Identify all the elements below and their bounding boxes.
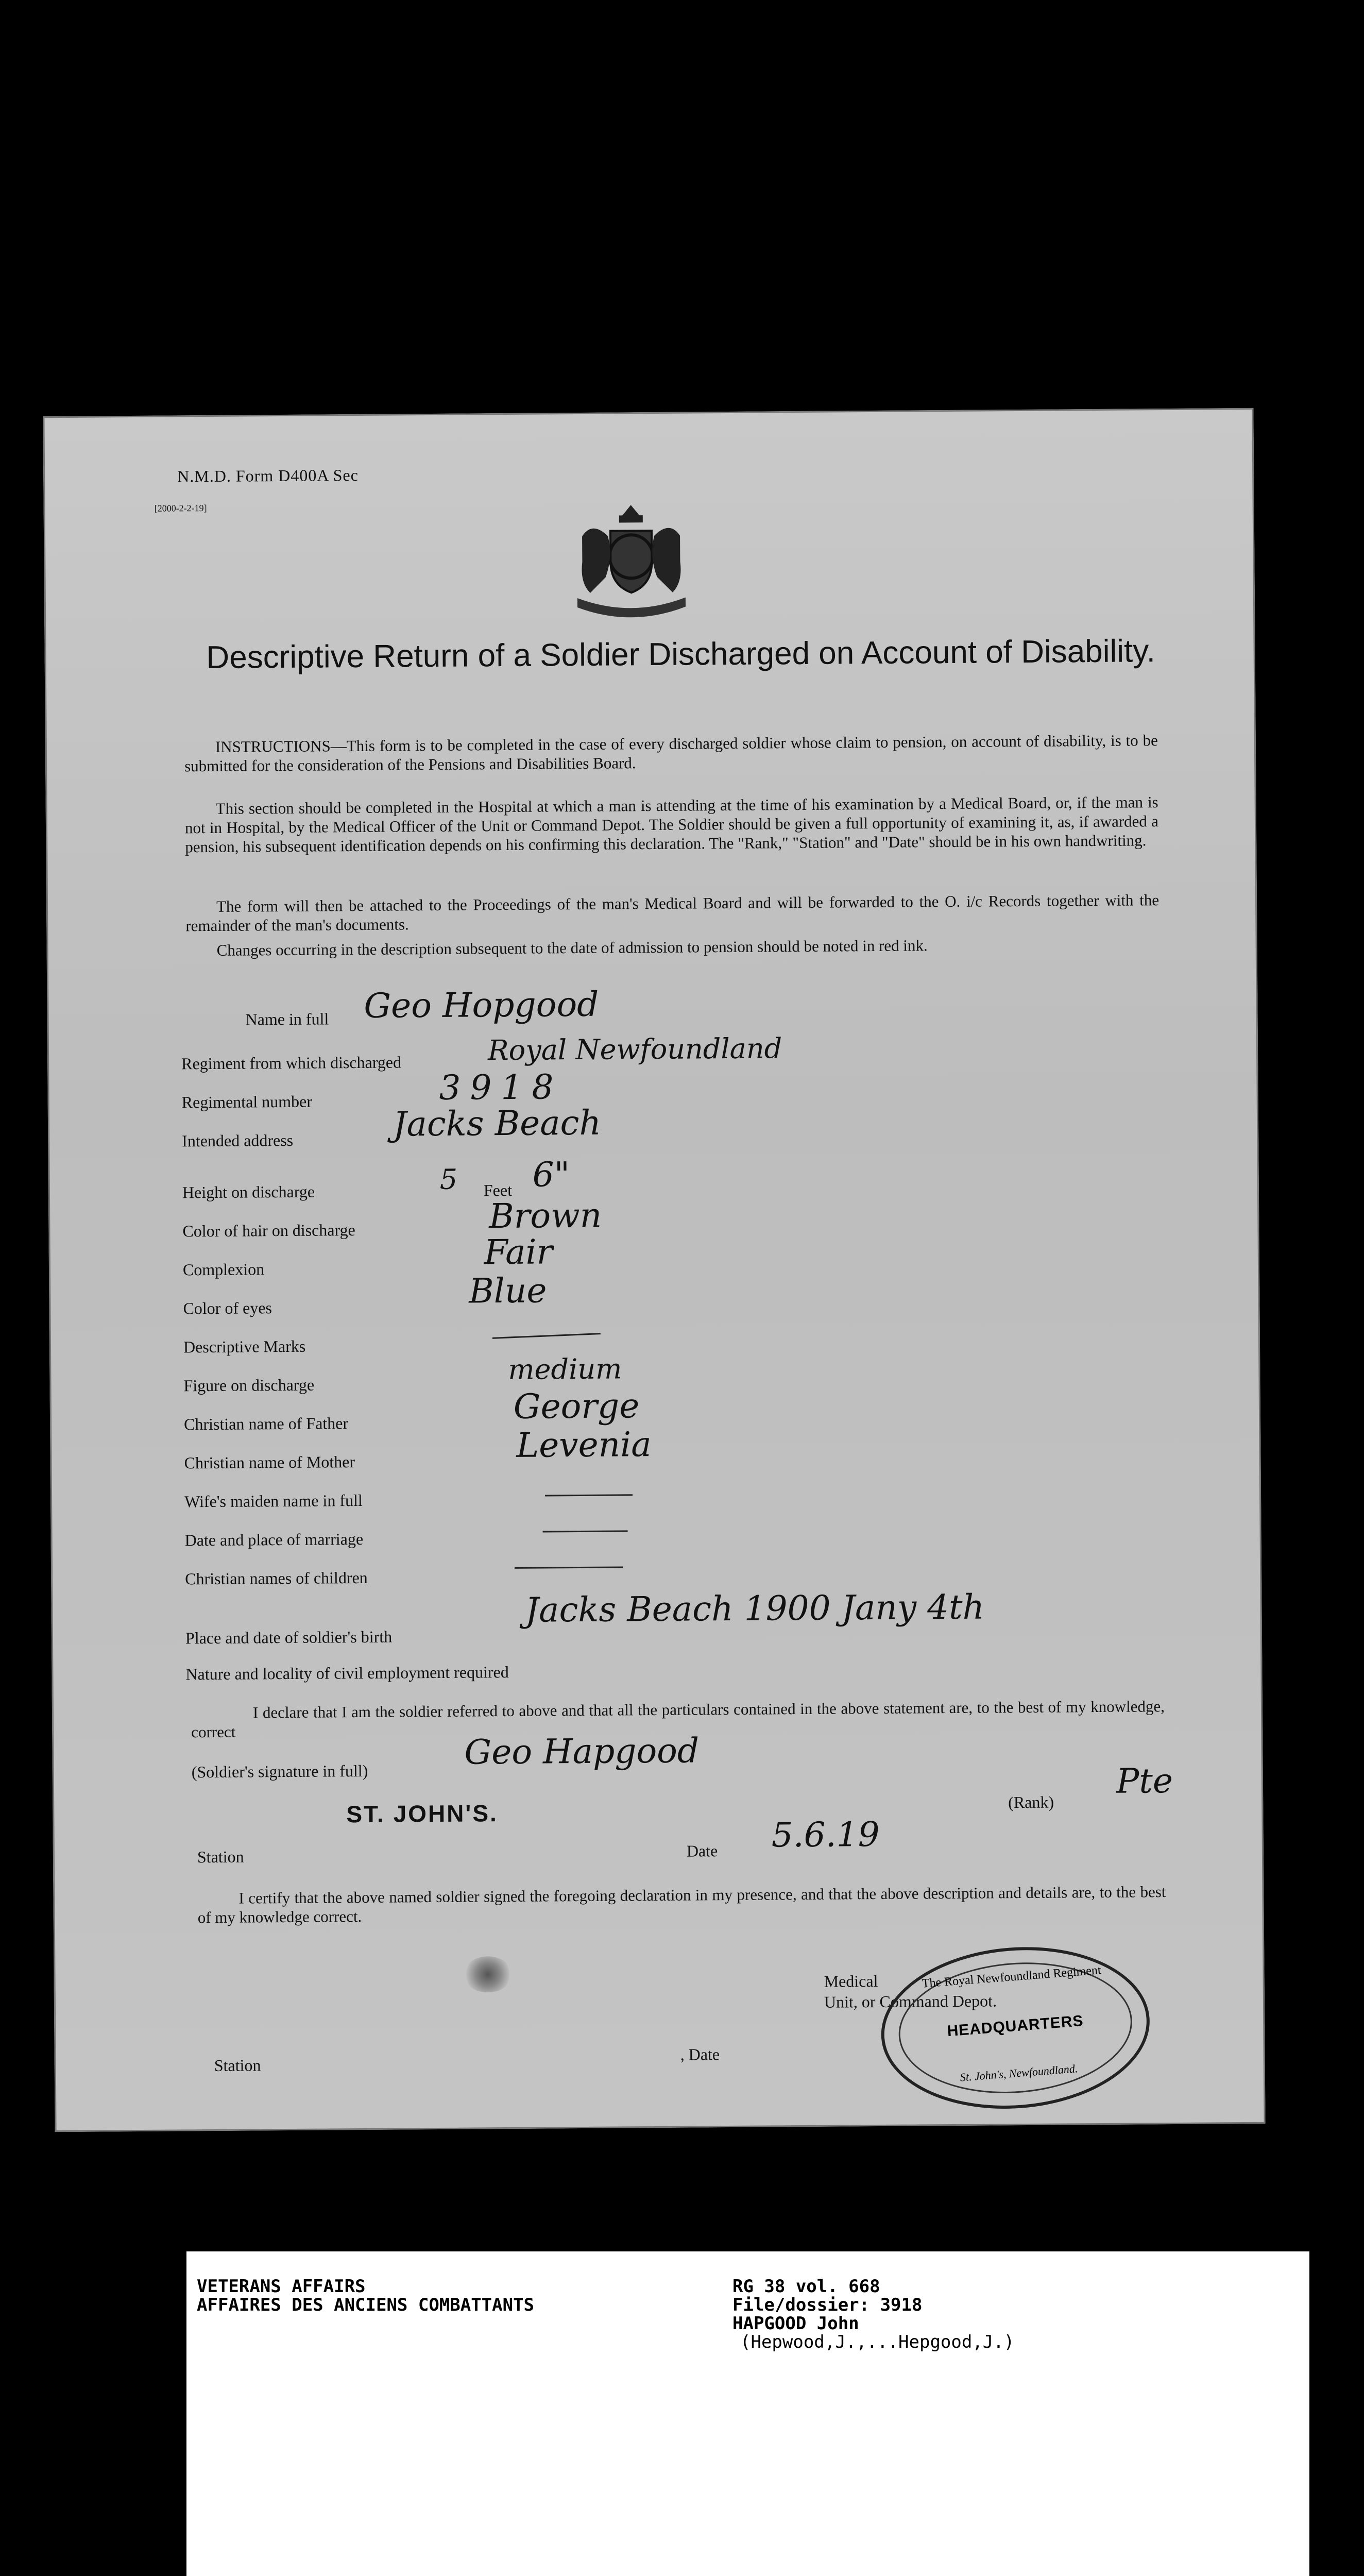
hair-label: Color of hair on discharge	[182, 1221, 355, 1241]
marks-label: Descriptive Marks	[183, 1336, 306, 1357]
mother-label: Christian name of Mother	[184, 1452, 355, 1472]
regiment-value: Royal Newfoundland	[487, 1032, 782, 1067]
children-label: Christian names of children	[185, 1568, 368, 1588]
archive-dept-en: VETERANS AFFAIRS	[197, 2276, 366, 2297]
form-number: N.M.D. Form D400A Sec	[177, 465, 359, 486]
eyes-value: Blue	[469, 1270, 547, 1311]
station-label-2: Station	[214, 2056, 261, 2075]
archive-name-variants: (Hepwood,J.,...Hepgood,J.)	[740, 2332, 1015, 2352]
instructions-paragraph-2: This section should be completed in the Hospital at which a man is attending at the time of his examination by a Medical Board, or, if the man is not in Hospital, by the Medical Officer of the Unit or Command Depot. The Soldier should be given a full opportunity of examining it, as, if awarded a pension, his subsequent identification depends on his confirming this declaration. The "Rank," "Station" and "Date" should be in his own handwriting.	[184, 793, 1159, 856]
archive-volume: RG 38 vol. 668	[732, 2276, 880, 2297]
name-value: Geo Hopgood	[364, 984, 599, 1026]
archive-soldier-name: HAPGOOD John	[732, 2313, 859, 2334]
wife-blank-dash	[545, 1494, 633, 1496]
stamp-bottom-text: St. John's, Newfoundland.	[959, 2062, 1079, 2084]
wife-label: Wife's maiden name in full	[184, 1490, 363, 1511]
complexion-label: Complexion	[182, 1260, 265, 1279]
medical-label: Medical	[824, 1972, 878, 1991]
marriage-label: Date and place of marriage	[184, 1529, 364, 1550]
height-label: Height on discharge	[182, 1182, 315, 1202]
marriage-blank-dash	[543, 1530, 628, 1532]
certification-text: I certify that the above named soldier signed the foregoing declaration in my presence, and that the above description and details are, to the best of my knowledge correct.	[197, 1883, 1166, 1927]
address-label: Intended address	[182, 1130, 294, 1150]
date-value: 5.6.19	[771, 1814, 880, 1855]
hair-value: Brown	[488, 1195, 602, 1236]
marks-blank-dash	[492, 1333, 601, 1339]
rank-label: (Rank)	[1008, 1792, 1054, 1812]
height-feet-value: 5	[439, 1163, 458, 1196]
address-value: Jacks Beach	[393, 1103, 602, 1144]
archive-reference-label	[186, 2251, 1309, 2576]
declaration-text: I declare that I am the soldier referred to above and that all the particulars contained in the above statement are, to the best of my knowledge, correct	[191, 1697, 1165, 1741]
archive-file-number: File/dossier: 3918	[732, 2295, 923, 2315]
date-label-2: , Date	[680, 2045, 720, 2064]
form-title: Descriptive Return of a Soldier Discharged on Account of Disability.	[206, 633, 1156, 676]
mother-value: Levenia	[516, 1425, 652, 1465]
employment-label: Nature and locality of civil employment required	[185, 1662, 509, 1684]
archive-dept-fr: AFFAIRES DES ANCIENS COMBATTANTS	[197, 2295, 535, 2315]
date-label: Date	[686, 1841, 718, 1860]
instructions-paragraph-3: The form will then be attached to the Proceedings of the man's Medical Board and will be forwarded to the O. i/c Records together with the remainder of the man's documents.	[185, 891, 1160, 935]
stamp-headquarters-text: HEADQUARTERS	[946, 2012, 1084, 2040]
regimental-number-value: 3918	[439, 1067, 563, 1108]
station-label: Station	[197, 1847, 244, 1867]
thumbprint-mark	[463, 1956, 512, 1993]
instructions-paragraph-1: INSTRUCTIONS—This form is to be completed in the case of every discharged soldier whose claim to pension, on account of disability, is to be submitted for the consideration of the Pensions and Disabilities Board.	[184, 731, 1158, 775]
father-label: Christian name of Father	[183, 1414, 349, 1434]
children-blank-dash	[515, 1566, 623, 1568]
print-code: [2000-2-2-19]	[154, 503, 207, 514]
regiment-label: Regiment from which discharged	[181, 1053, 402, 1073]
birth-label: Place and date of soldier's birth	[185, 1627, 393, 1648]
regiment-headquarters-stamp	[875, 1938, 1155, 2119]
complexion-value: Fair	[484, 1232, 553, 1273]
regimental-number-label: Regimental number	[181, 1092, 313, 1112]
eyes-label: Color of eyes	[183, 1298, 272, 1318]
father-value: George	[513, 1386, 640, 1427]
discharge-form-scan	[43, 408, 1265, 2132]
royal-coat-of-arms-icon	[561, 499, 702, 619]
instructions-paragraph-4: Changes occurring in the description subsequent to the date of admission to pension should be noted in red ink.	[216, 936, 928, 959]
figure-value: medium	[508, 1352, 622, 1386]
figure-label: Figure on discharge	[183, 1375, 315, 1395]
birth-value: Jacks Beach 1900 Jany 4th	[525, 1587, 985, 1630]
signature-label: (Soldier's signature in full)	[191, 1761, 368, 1782]
height-inches-value: 6"	[532, 1155, 570, 1195]
soldier-signature: Geo Hapgood	[464, 1731, 700, 1772]
station-stamp: ST. JOHN'S.	[346, 1800, 498, 1828]
name-label: Name in full	[245, 1009, 329, 1029]
unit-label: Unit, or Command Depot.	[824, 1991, 997, 2011]
feet-label: Feet	[483, 1180, 513, 1200]
stamp-top-text: The Royal Newfoundland Regiment	[921, 1963, 1102, 1991]
rank-value: Pte	[1116, 1760, 1173, 1801]
